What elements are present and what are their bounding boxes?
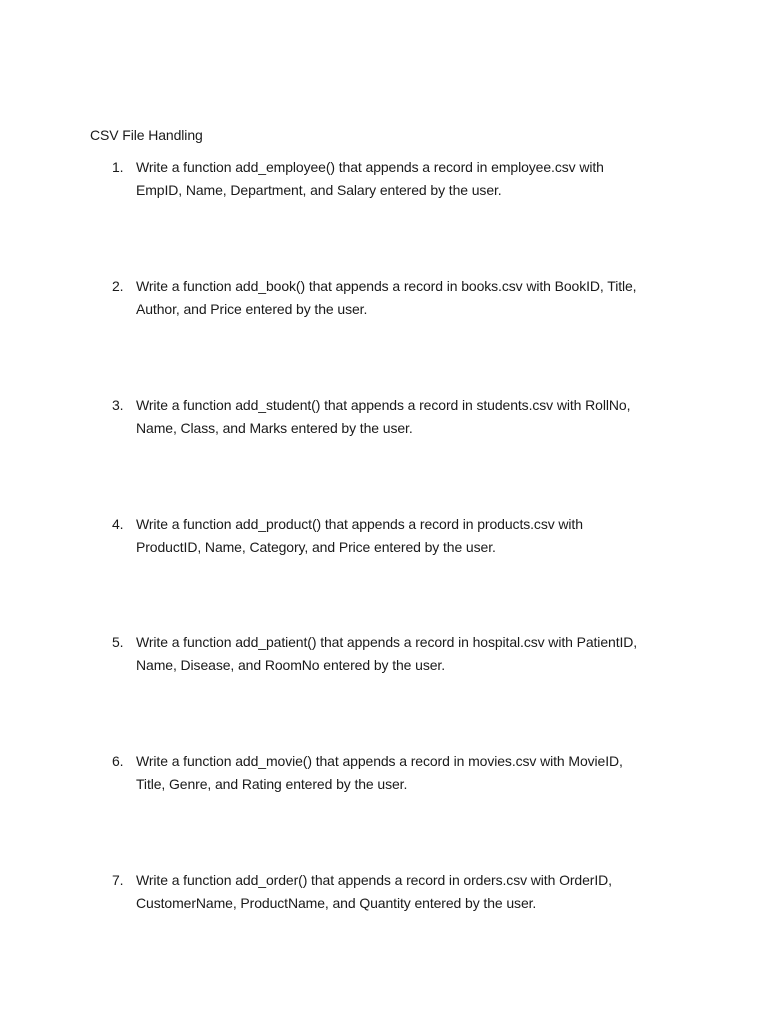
task-text-line: Title, Genre, and Rating entered by the user.	[136, 775, 408, 792]
task-text	[136, 869, 676, 914]
task-text	[136, 156, 676, 201]
task-number: 6.	[112, 753, 124, 769]
task-text-line: Author, and Price entered by the user.	[136, 300, 368, 317]
task-text-line: Write a function add_employee() that appends a record in employee.csv with	[136, 159, 604, 175]
task-text-line: Write a function add_book() that appends a record in books.csv with BookID, Title,	[136, 278, 637, 294]
task-text	[136, 631, 676, 676]
task-text-line: Write a function add_patient() that appends a record in hospital.csv with PatientID,	[136, 634, 638, 650]
task-text	[136, 394, 676, 439]
task-text-line: EmpID, Name, Department, and Salary entered by the user.	[136, 181, 502, 198]
task-text-line: Write a function add_student() that appends a record in students.csv with RollNo,	[136, 397, 631, 413]
task-text	[136, 275, 676, 320]
task-number: 2.	[112, 278, 124, 294]
task-number: 3.	[112, 397, 124, 413]
task-text-line: ProductID, Name, Category, and Price entered by the user.	[136, 538, 496, 555]
task-text-line: CustomerName, ProductName, and Quantity entered by the user.	[136, 894, 537, 911]
task-text	[136, 513, 676, 558]
task-text-line: Name, Class, and Marks entered by the user.	[136, 419, 413, 436]
task-text-line: Write a function add_movie() that appends a record in movies.csv with MovieID,	[136, 753, 623, 769]
task-number: 1.	[112, 159, 124, 175]
task-text	[136, 750, 676, 795]
document-heading: CSV File Handling	[90, 127, 203, 143]
task-text-line: Write a function add_product() that appends a record in products.csv with	[136, 516, 583, 532]
task-text-line: Name, Disease, and RoomNo entered by the user.	[136, 656, 446, 673]
task-number: 7.	[112, 872, 124, 888]
task-number: 5.	[112, 634, 124, 650]
task-text-line: Write a function add_order() that appends a record in orders.csv with OrderID,	[136, 872, 612, 888]
task-number: 4.	[112, 516, 124, 532]
